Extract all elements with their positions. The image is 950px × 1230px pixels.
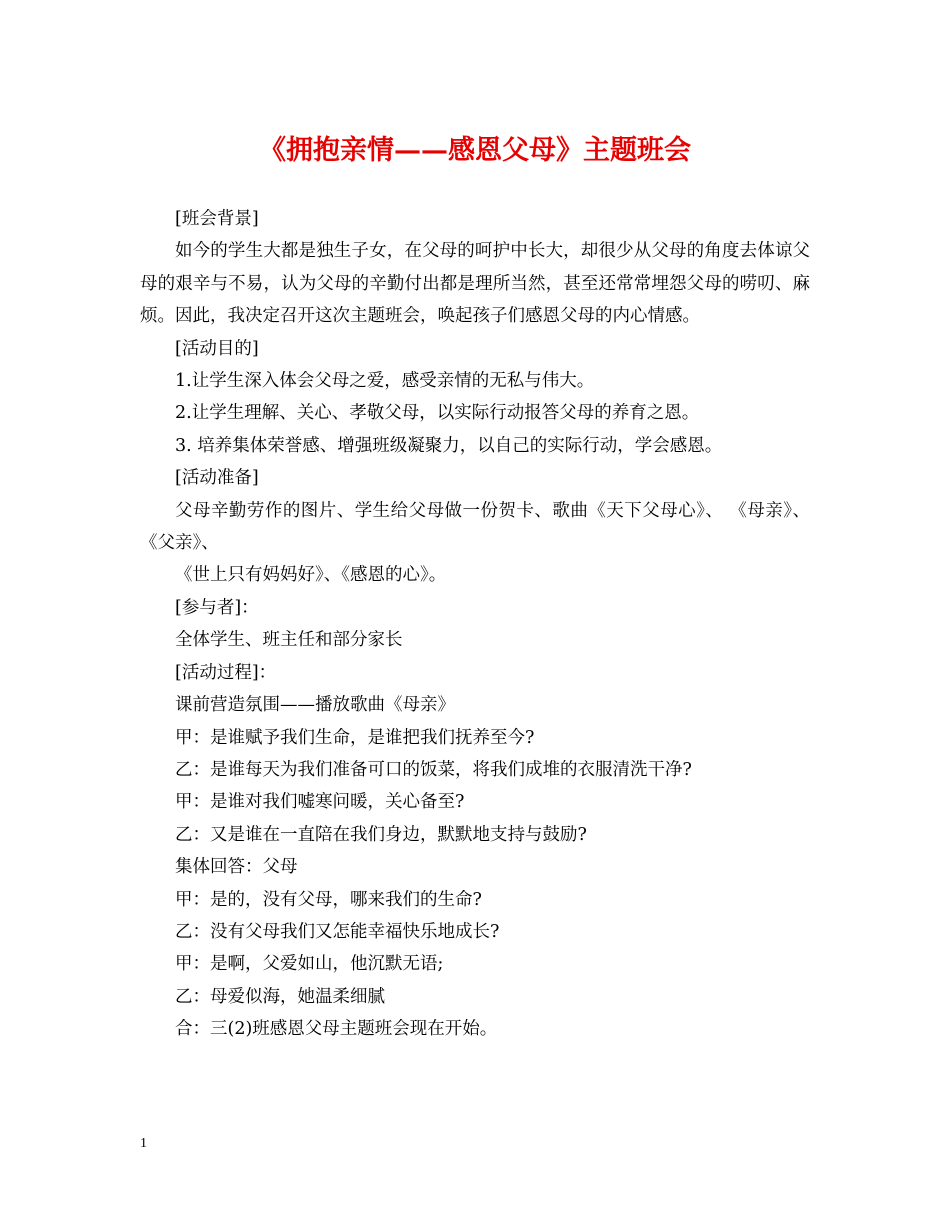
dialogue-line-9: 乙：母爱似海，她温柔细腻 (175, 986, 385, 1007)
dialogue-line-5: 集体回答：父母 (175, 857, 298, 878)
purpose-item-1: 1.让学生深入体会父母之爱，感受亲情的无私与伟大。 (175, 371, 595, 392)
dialogue-line-1: 甲：是谁赋予我们生命，是谁把我们抚养至今? (175, 727, 535, 748)
paragraph-preparation: 父母辛勤劳作的图片、学生给父母做一份贺卡、歌曲《天下父母心》、 《母亲》、《父亲》、 (140, 500, 810, 554)
purpose-item-2: 2.让学生理解、关心、孝敬父母，以实际行动报答父母的养育之恩。 (175, 403, 700, 424)
dialogue-line-7: 乙：没有父母我们又怎能幸福快乐地成长? (175, 921, 500, 942)
page-number: 1 (140, 1136, 147, 1151)
dialogue-line-10: 合：三(2)班感恩父母主题班会现在开始。 (175, 1019, 498, 1040)
dialogue-line-4: 乙：又是谁在一直陪在我们身边，默默地支持与鼓励? (175, 824, 587, 845)
dialogue-line-3: 甲：是谁对我们嘘寒问暖，关心备至? (175, 792, 465, 813)
section-heading-process: [活动过程]： (175, 662, 277, 683)
paragraph-participants: 全体学生、班主任和部分家长 (175, 630, 403, 651)
section-heading-preparation: [活动准备] (175, 468, 259, 489)
section-heading-purpose: [活动目的] (175, 338, 259, 359)
dialogue-line-8: 甲：是啊，父爱如山，他沉默无语; (175, 954, 444, 975)
paragraph-background: 如今的学生大都是独生子女，在父母的呵护中长大，却很少从父母的角度去体谅父母的艰辛与不易，认为父母的辛勤付出都是理所当然，甚至还常常埋怨父母的唠叨、麻烦。因此，我决定召开这次主题班会，唤起孩子们感恩父母的内心情感。 (140, 241, 810, 327)
purpose-item-3: 3. 培养集体荣誉感、增强班级凝聚力，以自己的实际行动，学会感恩。 (175, 435, 723, 456)
paragraph-preparation-songs: 《世上只有妈妈好》、《感恩的心》。 (175, 565, 447, 586)
process-line-1: 课前营造氛围——播放歌曲《母亲》 (175, 695, 455, 716)
dialogue-line-2: 乙：是谁每天为我们准备可口的饭菜，将我们成堆的衣服清洗干净? (175, 759, 692, 780)
document-body (140, 203, 810, 1046)
section-heading-participants: [参与者]： (175, 597, 259, 618)
document-title: 《拥抱亲情——感恩父母》主题班会 (259, 135, 691, 166)
section-heading-background: [班会背景] (175, 209, 259, 229)
dialogue-line-6: 甲：是的，没有父母，哪来我们的生命? (175, 889, 482, 910)
